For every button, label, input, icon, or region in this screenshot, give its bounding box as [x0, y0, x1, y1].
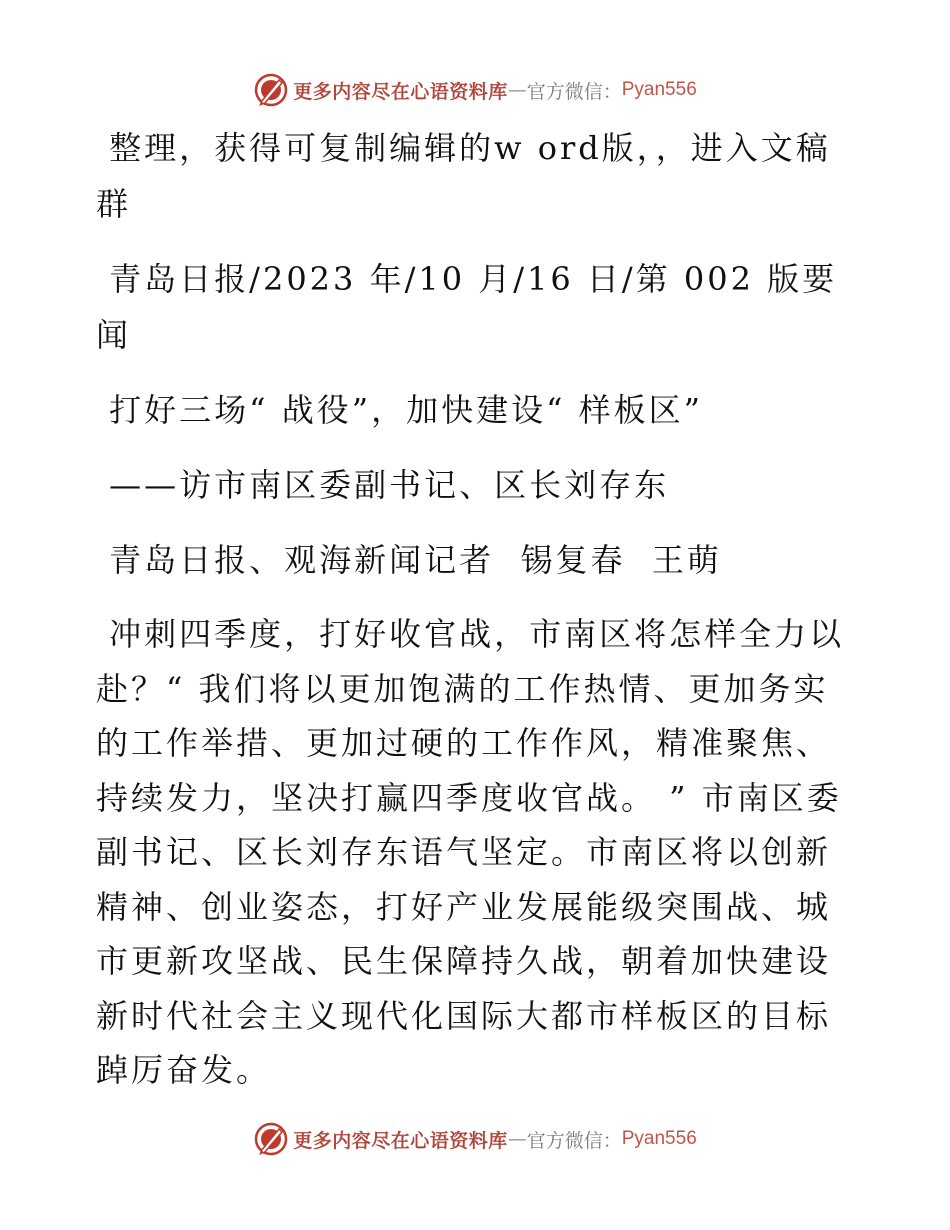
- watermark-separator: —: [507, 1128, 527, 1150]
- watermark-banner-top: [0, 70, 950, 110]
- watermark-label: 官方微信：: [526, 1129, 622, 1152]
- intro-text: 整理，获得可复制编辑的w ord版，，进入文稿群: [96, 129, 831, 223]
- watermark-wechat-id: Pyan556: [621, 79, 697, 100]
- article-headline: 打好三场“ 战役”，加快建设“ 样板区”: [96, 391, 703, 429]
- watermark-site-text: 更多内容尽在心语资料库: [293, 1129, 508, 1152]
- source-line: 青岛日报/2023 年/10 月/16 日/第 002 版要闻: [96, 260, 838, 354]
- pen-logo-icon: [253, 72, 289, 108]
- watermark-wechat-id: Pyan556: [621, 1128, 697, 1149]
- pen-logo-icon: [253, 1121, 289, 1157]
- article-body-paragraph: 冲刺四季度，打好收官战，市南区将怎样全力以赴？“ 我们将以更加饱满的工作热情、更加务实的工作举措、更加过硬的工作作风，精准聚焦、持续发力，坚决打赢四季度收官战。 ” 市南区委副书记、区长刘存东语气坚定。市南区将以创新精神、创业姿态，打好产业发展能级突围战、城市更新攻坚战、民生保障持久战，朝着加快建设新时代社会主义现代化国际大都市样板区的目标踔厉奋发。: [96, 615, 845, 1089]
- watermark-banner-bottom: [0, 1119, 950, 1159]
- article-subheadline: ——访市南区委副书记、区长刘存东: [96, 466, 670, 504]
- article-content: [96, 120, 856, 1098]
- watermark-label: 官方微信：: [526, 80, 622, 103]
- article-byline: 青岛日报、观海新闻记者 锡复春 王萌: [96, 541, 722, 579]
- watermark-site-text: 更多内容尽在心语资料库: [293, 80, 508, 103]
- watermark-separator: —: [507, 79, 527, 101]
